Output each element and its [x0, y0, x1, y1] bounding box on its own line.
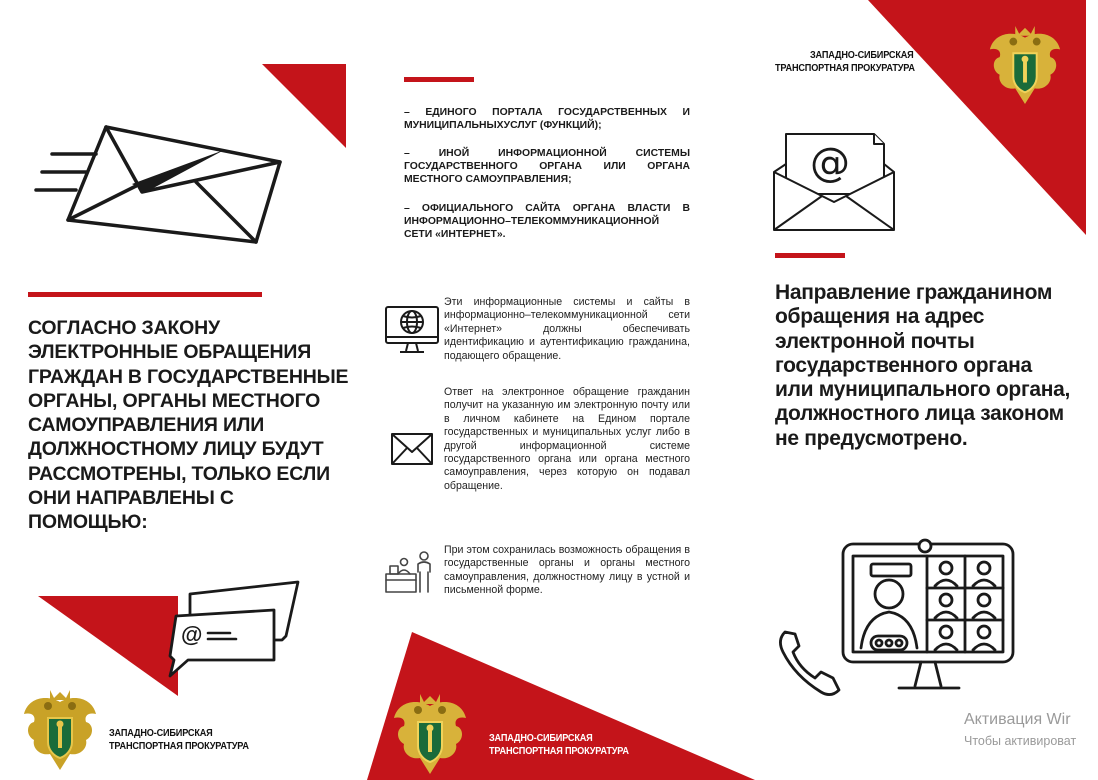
prosecutor-emblem-icon-right	[986, 18, 1064, 110]
middle-top-divider	[404, 77, 474, 82]
list-item-portal: – ЕДИНОГО ПОРТАЛА ГОСУДАРСТВЕННЫХ И МУНИЦИПАЛЬНЫХУСЛУГ (ФУНКЦИЙ);	[404, 107, 690, 131]
left-heading: СОГЛАСНО ЗАКОНУ ЭЛЕКТРОННЫЕ ОБРАЩЕНИЯ ГРАЖДАН В ГОСУДАРСТВЕННЫЕ ОРГАНЫ, ОРГАНЫ МЕСТНОГО САМОУПРАВЛЕНИЯ ИЛИ ДОЛЖНОСТНОМУ ЛИЦУ БУДУТ РАССМОТРЕНЫ, ТОЛЬКО ЕСЛИ ОНИ НАПРАВЛЕНЫ С ПОМОЩЬЮ:	[28, 317, 349, 534]
prosecutor-emblem-icon	[20, 684, 100, 774]
video-call-icon	[775, 536, 1020, 700]
left-divider	[28, 292, 262, 297]
activation-watermark-line1: Активация Wir	[964, 711, 1071, 728]
prosecutor-emblem-icon-middle	[390, 688, 470, 778]
left-org-line1: ЗАПАДНО-СИБИРСКАЯ	[109, 728, 213, 739]
flying-envelope-icon	[36, 122, 286, 247]
left-org-line2: ТРАНСПОРТНАЯ ПРОКУРАТУРА	[109, 741, 249, 752]
list-item-official-site: – ОФИЦИАЛЬНОГО САЙТА ОРГАНА ВЛАСТИ В ИНФОРМАЦИОННО–ТЕЛЕКОММУНИКАЦИОННОЙ СЕТИ «ИНТЕРНЕТ».	[404, 203, 690, 240]
middle-org-line1: ЗАПАДНО-СИБИРСКАЯ	[489, 733, 593, 744]
activation-watermark-line2: Чтобы активироват	[964, 734, 1077, 748]
right-org-line2: ТРАНСПОРТНАЯ ПРОКУРАТУРА	[775, 63, 915, 74]
monitor-globe-icon	[384, 305, 440, 355]
para-answer: Ответ на электронное обращение гражданин получит на указанную им электронную почту или в личном кабинете на Едином портале государственных и муниципальных услуг либо в другой информационной системе государственного органа или органа местного самоуправления, через которую он подавал обращение.	[444, 386, 690, 492]
red-triangle-bottom-left	[38, 596, 178, 696]
right-org-line1: ЗАПАДНО-СИБИРСКАЯ	[810, 50, 914, 61]
envelope-icon	[390, 432, 434, 466]
chat-at-symbol: @	[181, 622, 203, 647]
right-divider	[775, 253, 845, 258]
para-oral-form: При этом сохранилась возможность обращения в государственные органы и органы местного самоуправления, должностному лицу в устной и письменной форме.	[444, 544, 690, 597]
email-at-symbol: @	[810, 140, 850, 186]
reception-desk-icon	[384, 550, 438, 596]
right-heading: Направление гражданином обращения на адрес электронной почты государственного органа или муниципального органа, должностного лица законом не предусмотрено.	[775, 281, 1071, 450]
list-item-info-system: – ИНОЙ ИНФОРМАЦИОННОЙ СИСТЕМЫ ГОСУДАРСТВЕННОГО ОРГАНА ИЛИ ОРГАНА МЕСТНОГО САМОУПРАВЛЕНИЯ;	[404, 148, 690, 185]
middle-org-line2: ТРАНСПОРТНАЯ ПРОКУРАТУРА	[489, 746, 629, 757]
para-identification: Эти информационные системы и сайты в информационно–телекоммуникационной сети «Интернет» должны обеспечивать идентификацию и аутентификацию гражданина, подающего обращение.	[444, 296, 690, 362]
